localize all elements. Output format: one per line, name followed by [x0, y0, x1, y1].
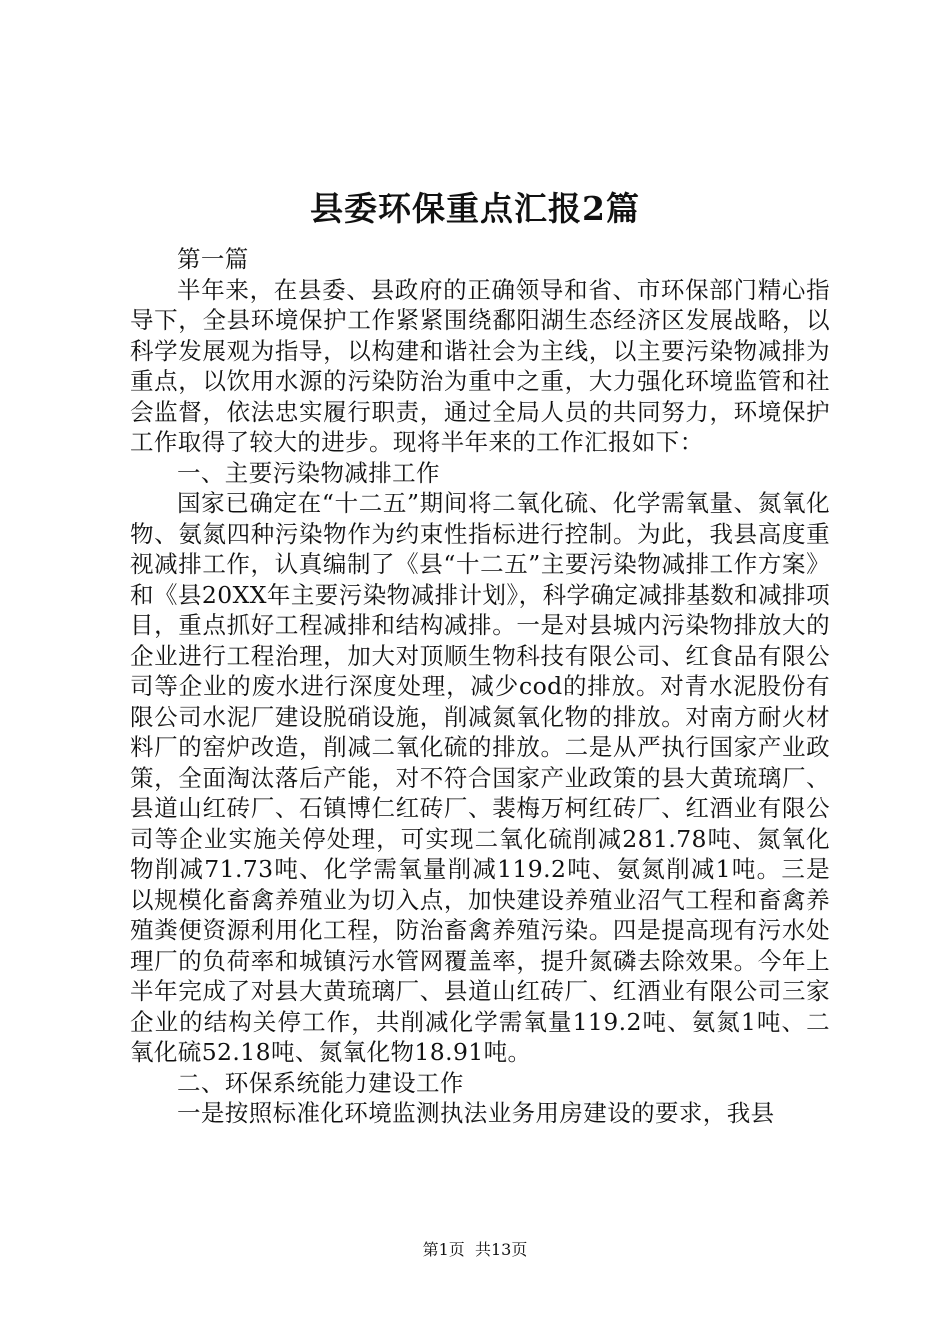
page-total: 共13页 — [474, 1240, 528, 1259]
document-title: 县委环保重点汇报2篇 — [310, 189, 640, 228]
section-heading-capacity-building: 二、环保系统能力建设工作 — [177, 1068, 464, 1097]
footer-separator — [465, 1240, 475, 1259]
document-body — [130, 244, 830, 1129]
intro-paragraph: 半年来，在县委、县政府的正确领导和省、市环保部门精心指导下，全县环境保护工作紧紧围绕鄱阳湖生态经济区发展战略，以科学发展观为指导，以构建和谐社会为主线，以主要污染物减排为重点，以饮用水源的污染防治为重中之重，大力强化环境监管和社会监督，依法忠实履行职责，通过全局人员的共同努力，环境保护工作取得了较大的进步。现将半年来的工作汇报如下： — [130, 275, 830, 456]
emission-reduction-paragraph: 国家已确定在“十二五”期间将二氧化硫、化学需氧量、氮氧化物、氨氮四种污染物作为约束性指标进行控制。为此，我县高度重视减排工作，认真编制了《县“十二五”主要污染物减排工作方案》和《县20XX年主要污染物减排计划》，科学确定减排基数和减排项目，重点抓好工程减排和结构减排。一是对县城内污染物排放大的企业进行工程治理，加大对顶顺生物科技有限公司、红食品有限公司等企业的废水进行深度处理，减少cod的排放。对青水泥股份有限公司水泥厂建设脱硝设施，削减氮氧化物的排放。对南方耐火材料厂的窑炉改造，削减二氧化硫的排放。二是从严执行国家产业政策，全面淘汰落后产能，对不符合国家产业政策的县大黄琉璃厂、县道山红砖厂、石镇博仁红砖厂、裴梅万柯红砖厂、红酒业有限公司等企业实施关停处理，可实现二氧化硫削减281.78吨、氮氧化物削减71.73吨、化学需氧量削减119.2吨、氨氮削减1吨。三是以规模化畜禽养殖业为切入点，加快建设养殖业沼气工程和畜禽养殖粪便资源利用化工程，防治畜禽养殖污染。四是提高现有污水处理厂的负荷率和城镇污水管网覆盖率，提升氮磷去除效果。今年上半年完成了对县大黄琉璃厂、县道山红砖厂、红酒业有限公司三家企业的结构关停工作，共削减化学需氧量119.2吨、氨氮1吨、二氧化硫52.18吨、氮氧化物18.91吨。 — [130, 489, 830, 1066]
page-footer — [0, 1238, 950, 1262]
section-heading-part-one: 第一篇 — [177, 245, 249, 273]
section-heading-emission-reduction: 一、主要污染物减排工作 — [177, 458, 440, 487]
capacity-building-paragraph: 一是按照标准化环境监测执法业务用房建设的要求，我县 — [177, 1099, 775, 1127]
page-number: 第1页 — [422, 1240, 465, 1259]
